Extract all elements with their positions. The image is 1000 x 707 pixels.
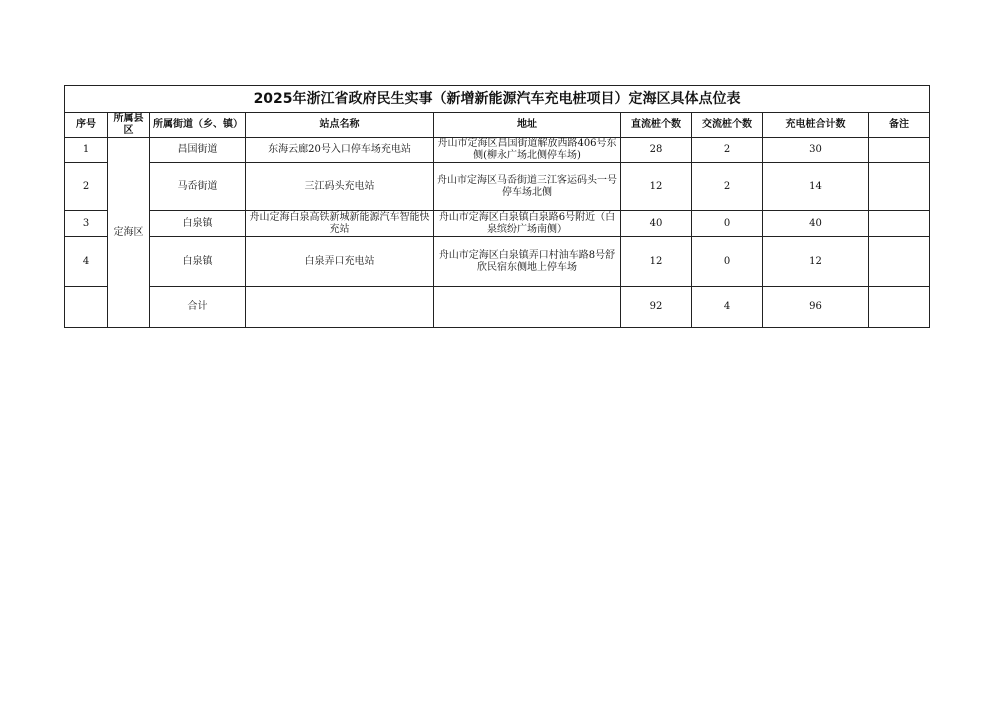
table-row: [65, 163, 930, 211]
cell-ac: 2: [692, 138, 763, 163]
header-street: 所属街道（乡、镇）: [150, 113, 246, 138]
cell-note: [869, 211, 930, 237]
header-row: [65, 113, 930, 138]
header-station: 站点名称: [246, 113, 434, 138]
header-county: 所属县区: [108, 113, 150, 138]
header-seq: 序号: [65, 113, 108, 138]
cell-address: 舟山市定海区白泉镇白泉路6号附近（白泉缤纷广场南侧）: [434, 211, 621, 237]
cell-street: 昌国街道: [150, 138, 246, 163]
cell-street: 白泉镇: [150, 237, 246, 287]
cell-seq: 2: [65, 163, 108, 211]
table-row: [65, 211, 930, 237]
header-address: 地址: [434, 113, 621, 138]
cell-address: 舟山市定海区马岙街道三江客运码头一号停车场北侧: [434, 163, 621, 211]
cell-station: 白泉弄口充电站: [246, 237, 434, 287]
total-ac: 4: [692, 287, 763, 328]
header-note: 备注: [869, 113, 930, 138]
table-title: 2025年浙江省政府民生实事（新增新能源汽车充电桩项目）定海区具体点位表: [65, 86, 930, 113]
cell-seq: 1: [65, 138, 108, 163]
cell-station: 东海云廊20号入口停车场充电站: [246, 138, 434, 163]
cell-address: 舟山市定海区昌国街道解放西路406号东侧(柳永广场北侧停车场): [434, 138, 621, 163]
cell-seq: 4: [65, 237, 108, 287]
cell-seq-empty: [65, 287, 108, 328]
cell-note: [869, 237, 930, 287]
header-dc-count: 直流桩个数: [621, 113, 692, 138]
cell-county: 定海区: [108, 138, 150, 328]
header-ac-count: 交流桩个数: [692, 113, 763, 138]
table-row: [65, 237, 930, 287]
cell-street: 白泉镇: [150, 211, 246, 237]
cell-seq: 3: [65, 211, 108, 237]
cell-street: 马岙街道: [150, 163, 246, 211]
cell-note-empty: [869, 287, 930, 328]
cell-ac: 0: [692, 237, 763, 287]
cell-address: 舟山市定海区白泉镇弄口村油车路8号舒欣民宿东侧地上停车场: [434, 237, 621, 287]
cell-total: 12: [763, 237, 869, 287]
cell-note: [869, 138, 930, 163]
header-total-count: 充电桩合计数: [763, 113, 869, 138]
cell-station: 舟山定海白泉高铁新城新能源汽车智能快充站: [246, 211, 434, 237]
cell-note: [869, 163, 930, 211]
table-row: [65, 138, 930, 163]
total-dc: 92: [621, 287, 692, 328]
total-row: [65, 287, 930, 328]
cell-total: 40: [763, 211, 869, 237]
cell-dc: 28: [621, 138, 692, 163]
cell-ac: 0: [692, 211, 763, 237]
total-total: 96: [763, 287, 869, 328]
cell-dc: 12: [621, 237, 692, 287]
cell-address-empty: [434, 287, 621, 328]
cell-dc: 12: [621, 163, 692, 211]
cell-dc: 40: [621, 211, 692, 237]
cell-station-empty: [246, 287, 434, 328]
total-label: 合计: [150, 287, 246, 328]
charging-pile-location-table: [64, 85, 930, 328]
cell-total: 30: [763, 138, 869, 163]
cell-ac: 2: [692, 163, 763, 211]
cell-total: 14: [763, 163, 869, 211]
cell-station: 三江码头充电站: [246, 163, 434, 211]
